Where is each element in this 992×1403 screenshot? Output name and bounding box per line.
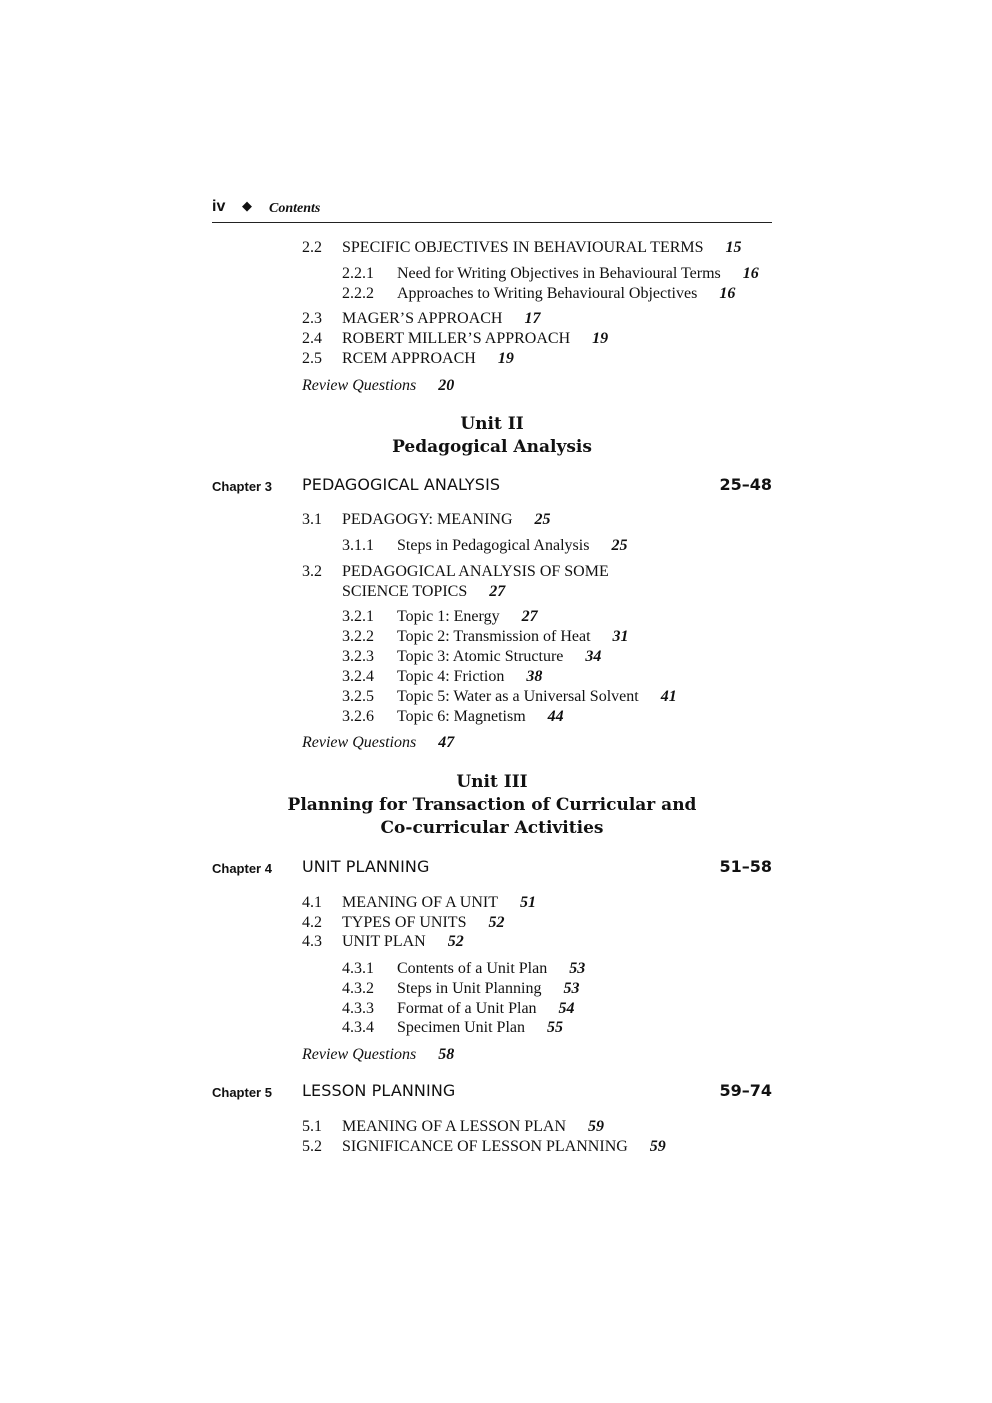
entry-text-line [397,264,759,284]
entry-number: 3.2.5 [342,688,374,705]
entry-number: 2.2 [302,239,322,256]
entry-page: 59 [588,1118,605,1135]
entry-number: 4.3.3 [342,1000,374,1017]
entry-page: 19 [497,350,514,367]
entry-page: 19 [592,330,609,347]
entry-title: Topic 6: Magnetism [397,708,526,725]
review-page: 58 [438,1046,455,1063]
entry-number: 3.2.2 [342,628,374,645]
review-label: Review Questions [302,377,417,394]
entry-text-line [397,536,627,556]
entry-text-line [397,979,579,999]
entry-title: Contents of a Unit Plan [397,960,548,977]
entry-page: 27 [521,608,538,625]
entry-number: 4.3 [302,933,322,950]
review-questions-entry[interactable] [302,376,454,396]
entry-text-line [342,913,504,933]
entry-title: PEDAGOGICAL ANALYSIS OF SOME [342,563,609,580]
entry-text-line [397,667,542,687]
entry-title-continued: SCIENCE TOPICS [342,583,468,600]
entry-number: 5.1 [302,1118,322,1135]
entry-page: 52 [488,914,505,931]
entry-number: 2.2.1 [342,265,374,282]
entry-title: Format of a Unit Plan [397,1000,537,1017]
entry-text-line [342,562,609,582]
entry-title: Topic 2: Transmission of Heat [397,628,591,645]
entry-number: 3.2.4 [342,668,374,685]
entry-number: 5.2 [302,1138,322,1155]
review-questions-entry[interactable] [302,733,454,753]
entry-title: Topic 4: Friction [397,668,505,685]
chapter-page-range: 25–48 [719,475,772,494]
entry-number: 3.2 [302,563,322,580]
entry-text-line [342,932,464,952]
entry-title: TYPES OF UNITS [342,914,467,931]
entry-title: Steps in Unit Planning [397,980,542,997]
entry-number: 4.3.2 [342,980,374,997]
entry-title: Specimen Unit Plan [397,1019,525,1036]
entry-page: 25 [534,511,551,528]
entry-text-line [397,1018,563,1038]
review-questions-entry[interactable] [302,1045,454,1065]
entry-title: Topic 5: Water as a Universal Solvent [397,688,639,705]
entry-number: 4.2 [302,914,322,931]
entry-title: Topic 3: Atomic Structure [397,648,564,665]
entry-number: 3.2.1 [342,608,374,625]
entry-title: MAGER’S APPROACH [342,310,503,327]
entry-title: Need for Writing Objectives in Behavioural Terms [397,265,721,282]
entry-title: UNIT PLAN [342,933,426,950]
entry-page: 52 [447,933,464,950]
entry-number: 3.1 [302,511,322,528]
unit-title: Planning for Transaction of Curricular and [287,795,697,815]
entry-text-line [397,627,629,647]
entry-page: 54 [558,1000,575,1017]
review-page: 47 [438,734,455,751]
entry-page: 17 [524,310,541,327]
entry-text-line [397,607,538,627]
entry-page: 53 [563,980,580,997]
chapter-title: UNIT PLANNING [302,857,430,876]
entry-page: 53 [569,960,586,977]
chapter-heading[interactable] [212,475,772,499]
entry-page: 25 [611,537,628,554]
entry-page: 34 [585,648,602,665]
page-number: iv [212,198,226,215]
entry-text-line [342,582,505,602]
review-label: Review Questions [302,1046,417,1063]
chapter-title: LESSON PLANNING [302,1081,456,1100]
entry-text-line [397,959,585,979]
entry-title: MEANING OF A UNIT [342,894,498,911]
entry-page: 15 [725,239,742,256]
entry-text-line [342,510,551,530]
chapter-label: Chapter 5 [212,1085,272,1100]
entry-title: Steps in Pedagogical Analysis [397,537,590,554]
entry-title: SIGNIFICANCE OF LESSON PLANNING [342,1138,628,1155]
unit-name: Unit III [456,772,528,792]
chapter-label: Chapter 3 [212,479,272,494]
entry-page: 38 [526,668,543,685]
entry-title: Approaches to Writing Behavioural Objectives [397,285,698,302]
unit-name: Unit II [460,414,524,434]
unit-heading [212,413,772,459]
entry-text-line [342,893,536,913]
entry-number: 2.5 [302,350,322,367]
review-label: Review Questions [302,734,417,751]
entry-title: ROBERT MILLER’S APPROACH [342,330,571,347]
entry-page: 31 [612,628,629,645]
entry-page: 41 [660,688,677,705]
entry-title: MEANING OF A LESSON PLAN [342,1118,567,1135]
chapter-page-range: 51–58 [719,857,772,876]
entry-page: 44 [547,708,564,725]
entry-text-line [397,647,601,667]
entry-number: 2.4 [302,330,322,347]
entry-page: 59 [649,1138,666,1155]
chapter-page-range: 59–74 [719,1081,772,1100]
entry-text-line [397,284,735,304]
entry-number: 4.3.4 [342,1019,374,1036]
entry-number: 4.3.1 [342,960,374,977]
unit-title: Pedagogical Analysis [392,437,592,457]
entry-text-line [397,687,677,707]
entry-page: 51 [520,894,536,911]
entry-number: 2.2.2 [342,285,374,302]
entry-number: 4.1 [302,894,322,911]
entry-text-line [342,309,540,329]
entry-text-line [342,238,742,258]
entry-page: 27 [489,583,506,600]
entry-title: PEDAGOGY: MEANING [342,511,513,528]
unit-heading [212,771,772,840]
running-header-title: Contents [269,201,321,216]
entry-number: 2.3 [302,310,322,327]
review-page: 20 [438,377,455,394]
chapter-label: Chapter 4 [212,861,272,876]
chapter-heading[interactable] [212,1081,772,1105]
entry-title: Topic 1: Energy [397,608,500,625]
entry-title: RCEM APPROACH [342,350,476,367]
entry-title: SPECIFIC OBJECTIVES IN BEHAVIOURAL TERMS [342,239,704,256]
entry-text-line [342,1137,666,1157]
running-header [212,198,772,223]
entry-text-line [397,999,575,1019]
entry-number: 3.1.1 [342,537,374,554]
diamond-separator-icon: ◆ [242,199,252,214]
entry-page: 55 [546,1019,563,1036]
chapter-title: PEDAGOGICAL ANALYSIS [302,475,501,494]
entry-page: 16 [742,265,759,282]
entry-text-line [342,349,514,369]
entry-number: 3.2.3 [342,648,374,665]
chapter-heading[interactable] [212,857,772,881]
entry-text-line [397,707,564,727]
entry-text-line [342,1117,604,1137]
entry-page: 16 [719,285,736,302]
entry-text-line [342,329,608,349]
entry-number: 3.2.6 [342,708,374,725]
unit-title-continued: Co-curricular Activities [380,818,604,838]
